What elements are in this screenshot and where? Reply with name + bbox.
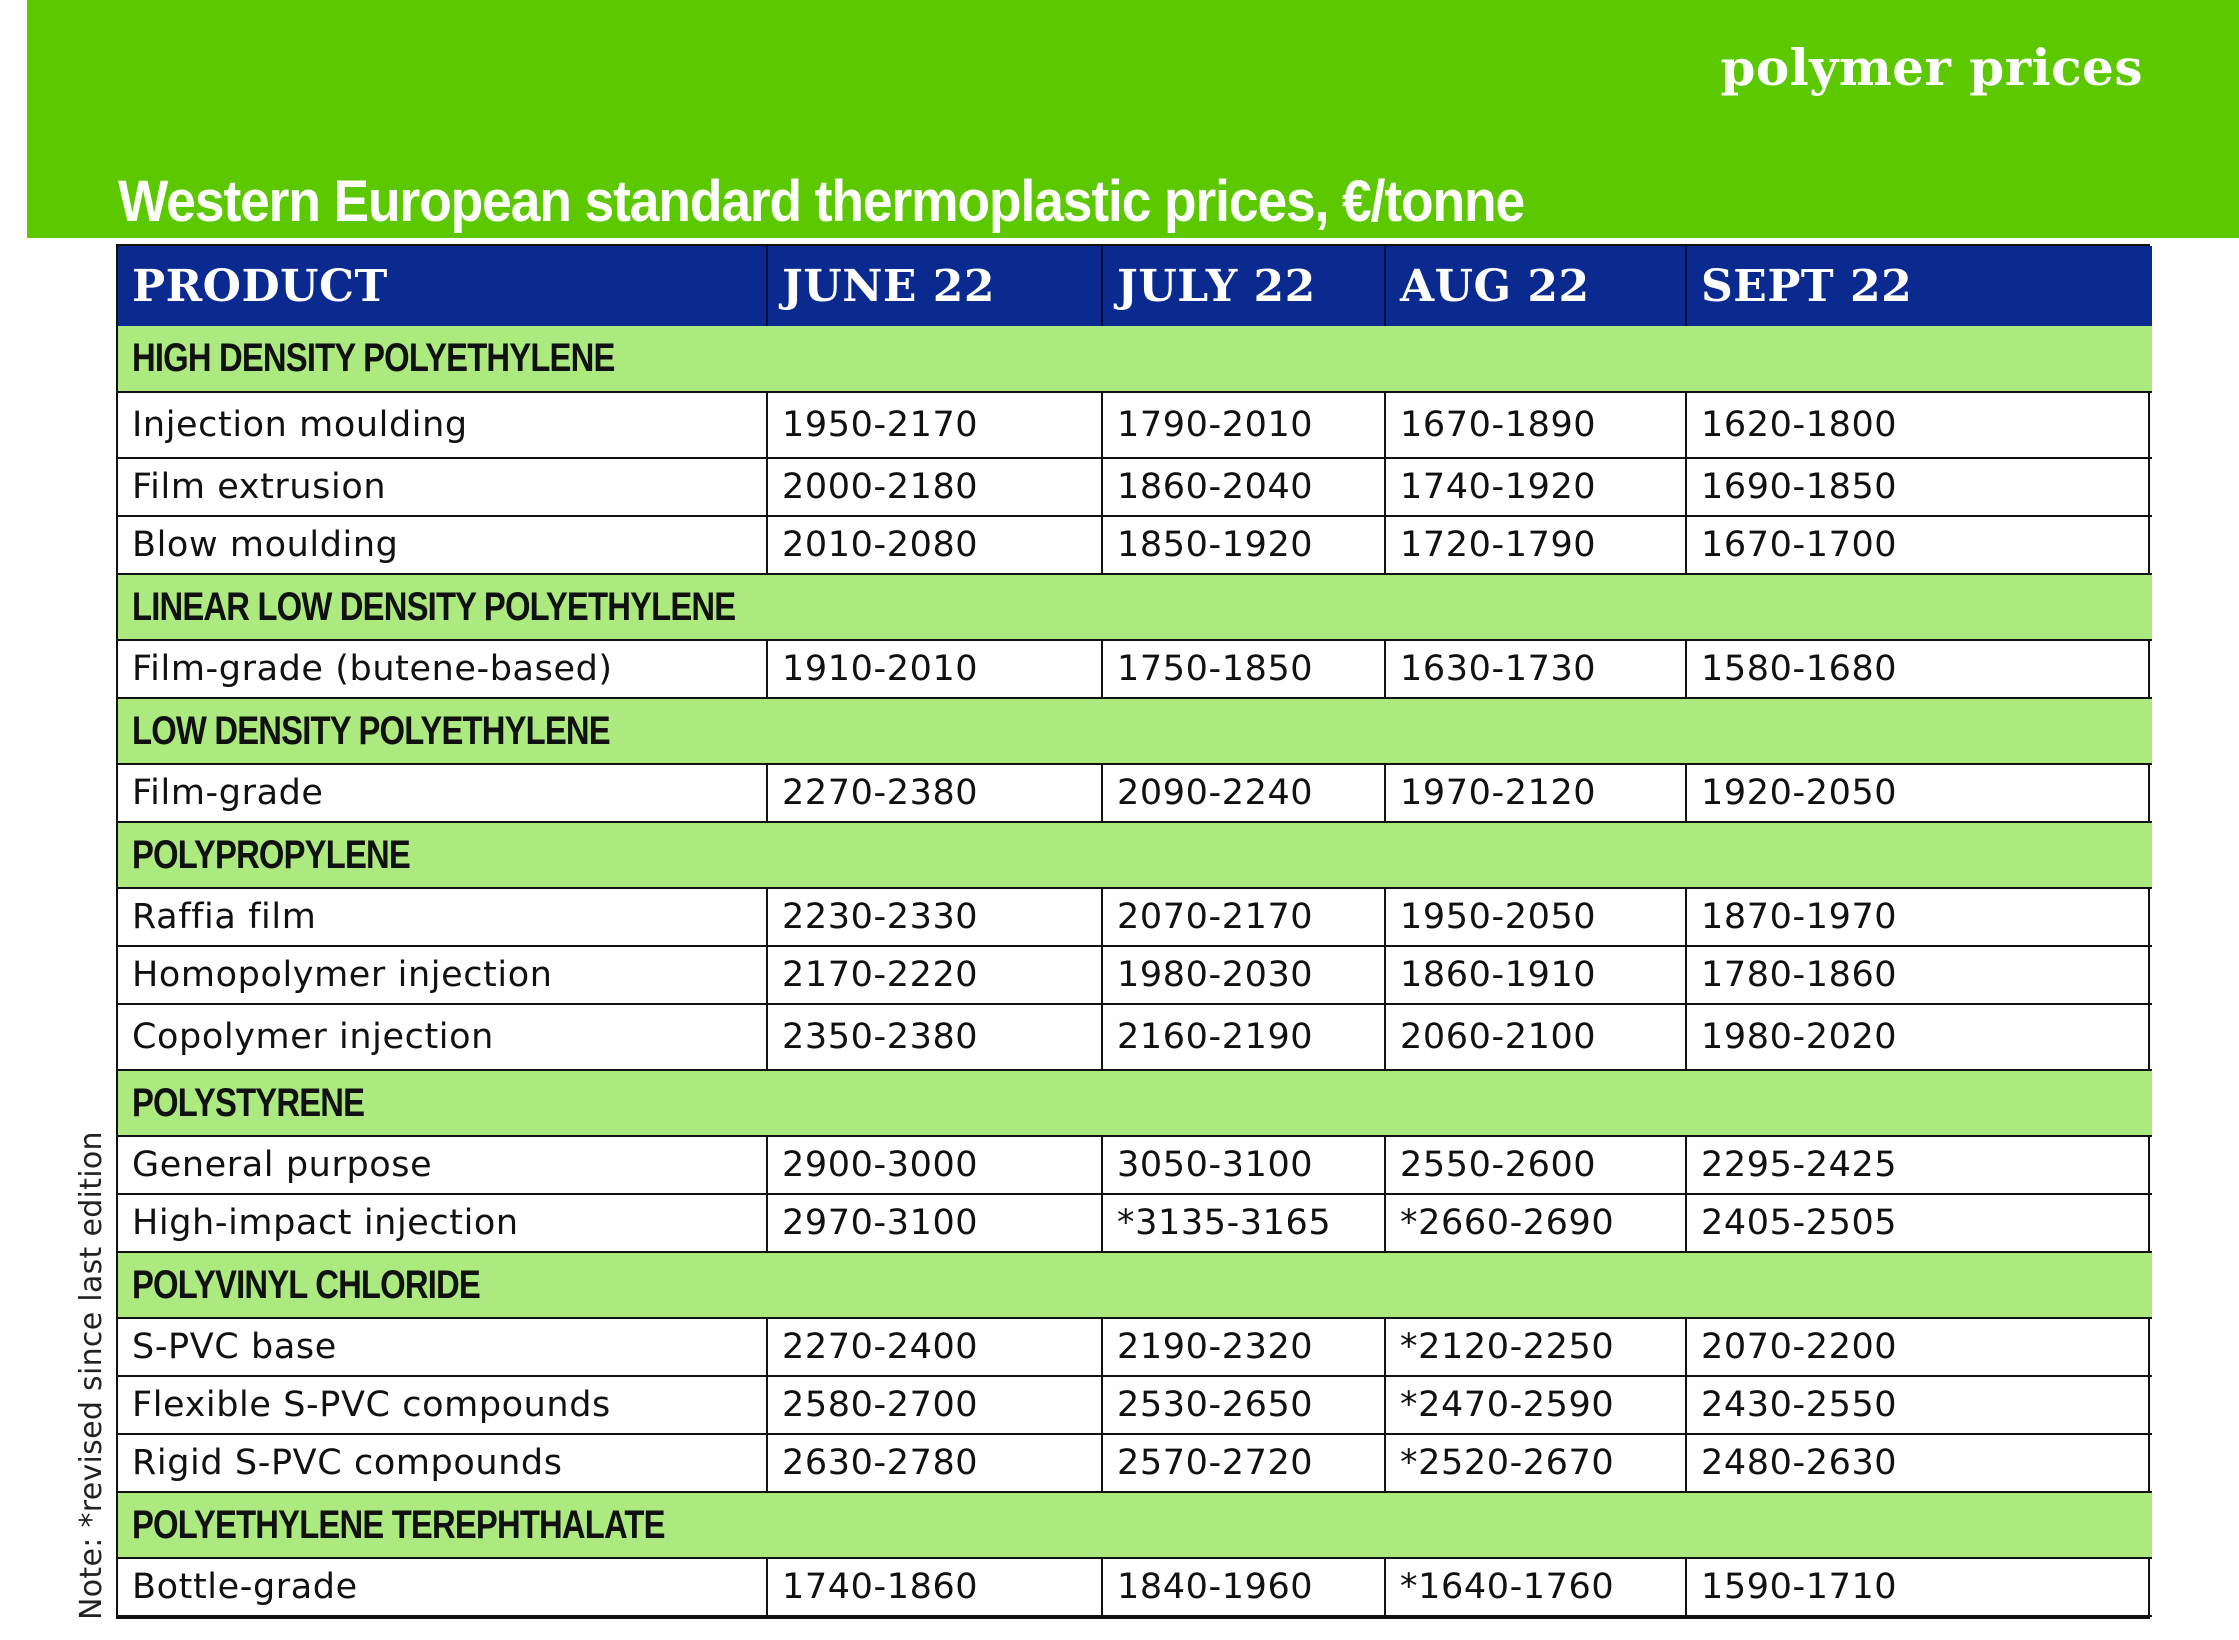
table-row — [118, 1318, 2152, 1376]
table-row — [118, 1136, 2152, 1194]
price-cell: *2660-2690 — [1385, 1194, 1686, 1252]
price-cell: 2900-3000 — [767, 1136, 1102, 1194]
price-cell: 1740-1860 — [767, 1558, 1102, 1616]
category-cell — [118, 574, 2152, 640]
table-row — [118, 1558, 2152, 1616]
price-cell: 2550-2600 — [1385, 1136, 1686, 1194]
price-cell: 1620-1800 — [1686, 392, 2152, 458]
price-cell: 2630-2780 — [767, 1434, 1102, 1492]
price-table — [118, 246, 2152, 1617]
category-cell — [118, 1070, 2152, 1136]
price-cell: 1840-1960 — [1102, 1558, 1385, 1616]
table-row — [118, 946, 2152, 1004]
price-cell: 2070-2200 — [1686, 1318, 2152, 1376]
product-cell: Film-grade — [118, 764, 767, 822]
price-cell: 1910-2010 — [767, 640, 1102, 698]
price-cell: *3135-3165 — [1102, 1194, 1385, 1252]
category-label: POLYETHYLENE TEREPHTHALATE — [132, 1502, 665, 1547]
price-cell: *2520-2670 — [1385, 1434, 1686, 1492]
price-cell: 2170-2220 — [767, 946, 1102, 1004]
category-row — [118, 822, 2152, 888]
price-cell: 1630-1730 — [1385, 640, 1686, 698]
category-row — [118, 1492, 2152, 1558]
price-cell: 2970-3100 — [767, 1194, 1102, 1252]
price-cell: 1950-2170 — [767, 392, 1102, 458]
price-cell: 1670-1700 — [1686, 516, 2152, 574]
category-label: HIGH DENSITY POLYETHYLENE — [132, 336, 615, 380]
price-cell: *2120-2250 — [1385, 1318, 1686, 1376]
category-cell — [118, 326, 2152, 392]
price-cell: 2230-2330 — [767, 888, 1102, 946]
column-header-june: JUNE 22 — [767, 246, 1102, 326]
price-cell: 1980-2030 — [1102, 946, 1385, 1004]
price-cell: 2010-2080 — [767, 516, 1102, 574]
price-cell: 2405-2505 — [1686, 1194, 2152, 1252]
table-row — [118, 1004, 2152, 1070]
price-cell: 2000-2180 — [767, 458, 1102, 516]
price-cell: 1740-1920 — [1385, 458, 1686, 516]
price-cell: 2295-2425 — [1686, 1136, 2152, 1194]
product-cell: Rigid S-PVC compounds — [118, 1434, 767, 1492]
price-cell: 2190-2320 — [1102, 1318, 1385, 1376]
table-row — [118, 392, 2152, 458]
product-cell: Raffia film — [118, 888, 767, 946]
column-header-july: JULY 22 — [1102, 246, 1385, 326]
price-cell: 2270-2380 — [767, 764, 1102, 822]
product-cell: High-impact injection — [118, 1194, 767, 1252]
price-cell: 1920-2050 — [1686, 764, 2152, 822]
price-cell: 2160-2190 — [1102, 1004, 1385, 1070]
price-cell: 1580-1680 — [1686, 640, 2152, 698]
product-cell: Film-grade (butene-based) — [118, 640, 767, 698]
price-cell: 1690-1850 — [1686, 458, 2152, 516]
price-cell: 3050-3100 — [1102, 1136, 1385, 1194]
column-header-aug: AUG 22 — [1385, 246, 1686, 326]
price-cell: 1870-1970 — [1686, 888, 2152, 946]
product-cell: Copolymer injection — [118, 1004, 767, 1070]
category-label: LOW DENSITY POLYETHYLENE — [132, 708, 610, 753]
price-cell: 1950-2050 — [1385, 888, 1686, 946]
category-row — [118, 574, 2152, 640]
category-label: POLYPROPYLENE — [132, 832, 410, 877]
price-cell: 2270-2400 — [767, 1318, 1102, 1376]
price-cell: 2070-2170 — [1102, 888, 1385, 946]
category-cell — [118, 822, 2152, 888]
product-cell: Bottle-grade — [118, 1558, 767, 1616]
price-cell: 2580-2700 — [767, 1376, 1102, 1434]
section-label: polymer prices — [1720, 38, 2143, 97]
price-cell: 1790-2010 — [1102, 392, 1385, 458]
price-cell: 1970-2120 — [1385, 764, 1686, 822]
product-cell: General purpose — [118, 1136, 767, 1194]
category-cell — [118, 1492, 2152, 1558]
price-cell: 1980-2020 — [1686, 1004, 2152, 1070]
price-cell: 1780-1860 — [1686, 946, 2152, 1004]
table-body — [118, 326, 2152, 1616]
table-row — [118, 888, 2152, 946]
category-label: POLYVINYL CHLORIDE — [132, 1262, 480, 1307]
price-cell: 1590-1710 — [1686, 1558, 2152, 1616]
table-row — [118, 1376, 2152, 1434]
price-table-container — [116, 244, 2150, 1619]
table-row — [118, 764, 2152, 822]
product-cell: S-PVC base — [118, 1318, 767, 1376]
price-cell: 2060-2100 — [1385, 1004, 1686, 1070]
category-row — [118, 698, 2152, 764]
category-cell — [118, 698, 2152, 764]
column-header-product: PRODUCT — [118, 246, 767, 326]
table-header-row — [118, 246, 2152, 326]
category-row — [118, 326, 2152, 392]
price-cell: 2480-2630 — [1686, 1434, 2152, 1492]
page-title: Western European standard thermoplastic prices, €/tonne — [118, 169, 1525, 234]
price-cell: 1670-1890 — [1385, 392, 1686, 458]
category-label: LINEAR LOW DENSITY POLYETHYLENE — [132, 584, 736, 629]
product-cell: Blow moulding — [118, 516, 767, 574]
price-cell: 2350-2380 — [767, 1004, 1102, 1070]
table-row — [118, 640, 2152, 698]
category-cell — [118, 1252, 2152, 1318]
price-cell: 2090-2240 — [1102, 764, 1385, 822]
table-row — [118, 458, 2152, 516]
price-cell: 1860-1910 — [1385, 946, 1686, 1004]
price-cell: 2530-2650 — [1102, 1376, 1385, 1434]
price-cell: 1860-2040 — [1102, 458, 1385, 516]
product-cell: Film extrusion — [118, 458, 767, 516]
category-row — [118, 1252, 2152, 1318]
price-cell: 1850-1920 — [1102, 516, 1385, 574]
product-cell: Homopolymer injection — [118, 946, 767, 1004]
column-header-sept: SEPT 22 — [1686, 246, 2152, 326]
price-cell: *2470-2590 — [1385, 1376, 1686, 1434]
price-cell: 2570-2720 — [1102, 1434, 1385, 1492]
product-cell: Injection moulding — [118, 392, 767, 458]
table-row — [118, 1194, 2152, 1252]
category-row — [118, 1070, 2152, 1136]
price-cell: *1640-1760 — [1385, 1558, 1686, 1616]
table-row — [118, 516, 2152, 574]
category-label: POLYSTYRENE — [132, 1080, 365, 1125]
price-cell: 2430-2550 — [1686, 1376, 2152, 1434]
table-row — [118, 1434, 2152, 1492]
revision-note: Note: *revised since last edition — [74, 1131, 109, 1620]
product-cell: Flexible S-PVC compounds — [118, 1376, 767, 1434]
price-cell: 1750-1850 — [1102, 640, 1385, 698]
price-cell: 1720-1790 — [1385, 516, 1686, 574]
